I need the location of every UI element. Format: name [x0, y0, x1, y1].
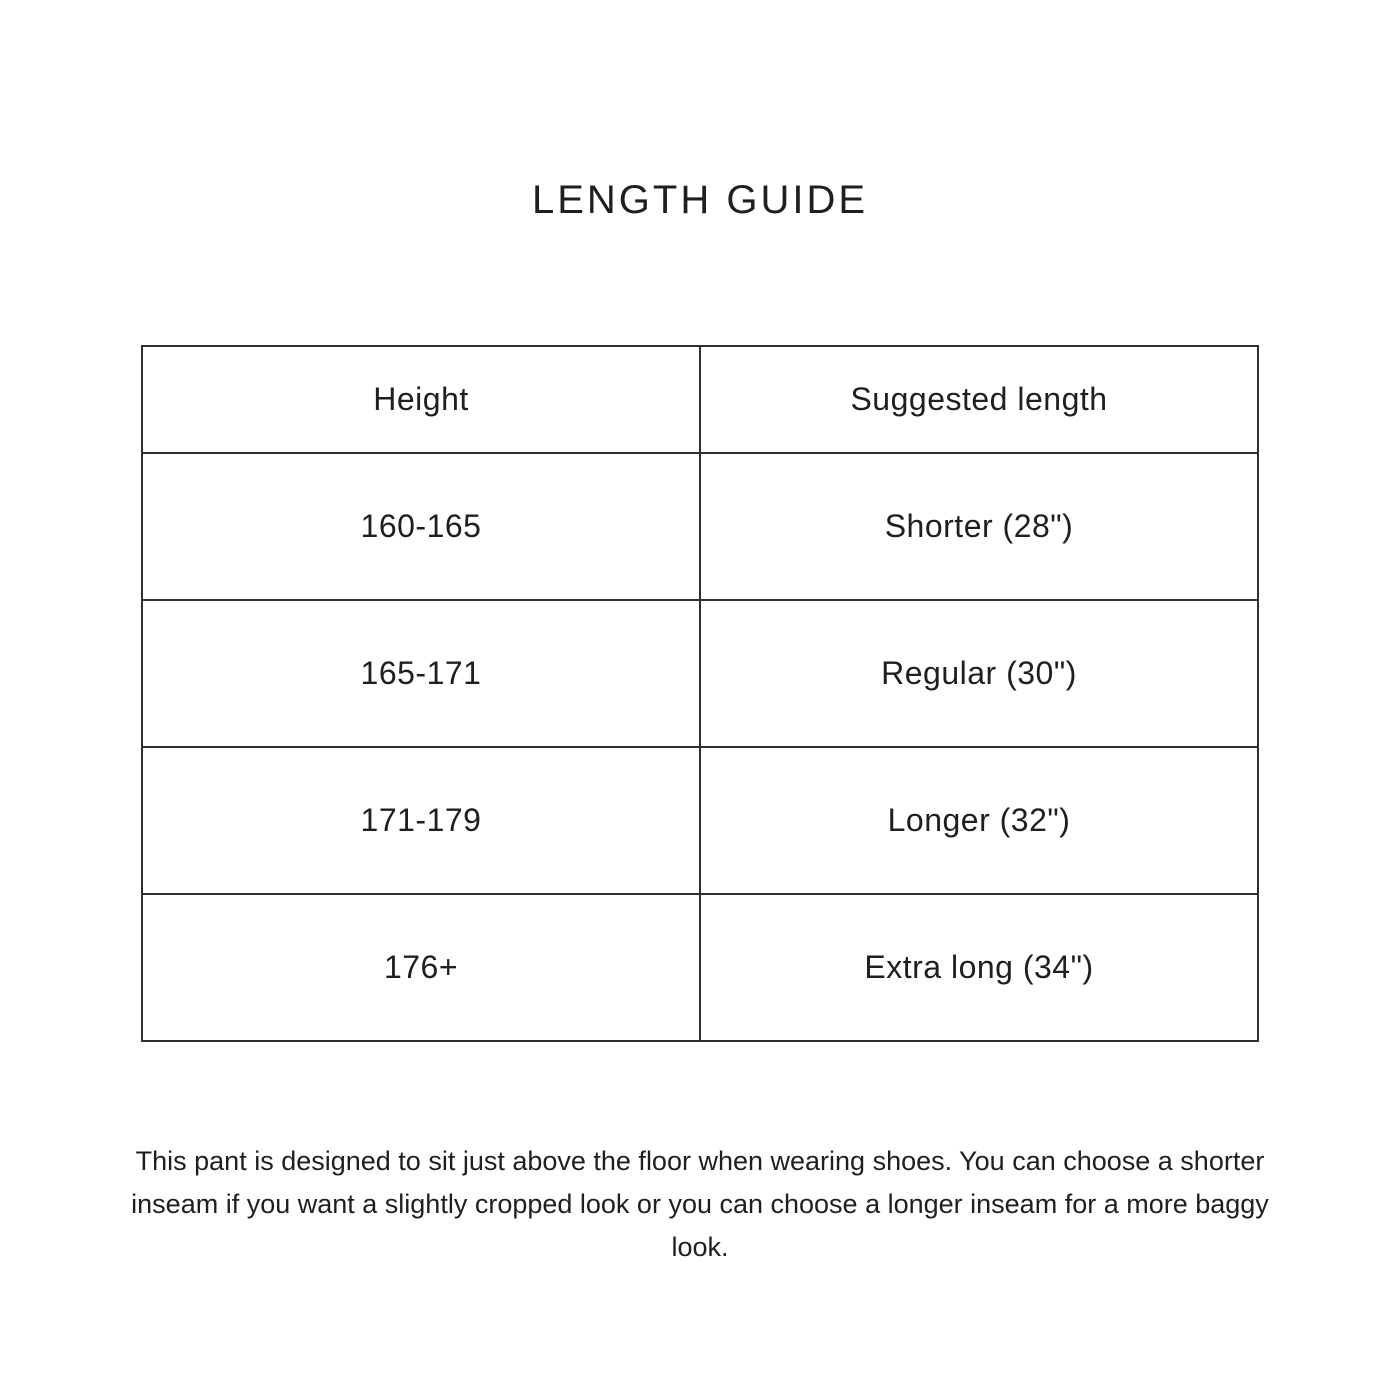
height-cell: 165-171	[142, 600, 700, 747]
height-cell: 176+	[142, 894, 700, 1041]
page-title: LENGTH GUIDE	[531, 178, 869, 222]
column-header-height: Height	[142, 346, 700, 453]
suggested-length-cell: Longer (32")	[700, 747, 1258, 894]
table-row	[142, 453, 1258, 600]
length-note: This pant is designed to sit just above the floor when wearing shoes. You can choose a shorter inseam if you want a slightly cropped look or you can choose a longer inseam for a more baggy look.	[131, 1146, 1269, 1262]
table-row	[142, 894, 1258, 1041]
suggested-length-cell: Extra long (34")	[700, 894, 1258, 1041]
height-cell: 160-165	[142, 453, 700, 600]
suggested-length-cell: Regular (30")	[700, 600, 1258, 747]
length-guide-table	[141, 345, 1259, 1042]
column-header-suggested-length: Suggested length	[700, 346, 1258, 453]
table-row	[142, 600, 1258, 747]
table-header-row	[142, 346, 1258, 453]
suggested-length-cell: Shorter (28")	[700, 453, 1258, 600]
table-row	[142, 747, 1258, 894]
height-cell: 171-179	[142, 747, 700, 894]
